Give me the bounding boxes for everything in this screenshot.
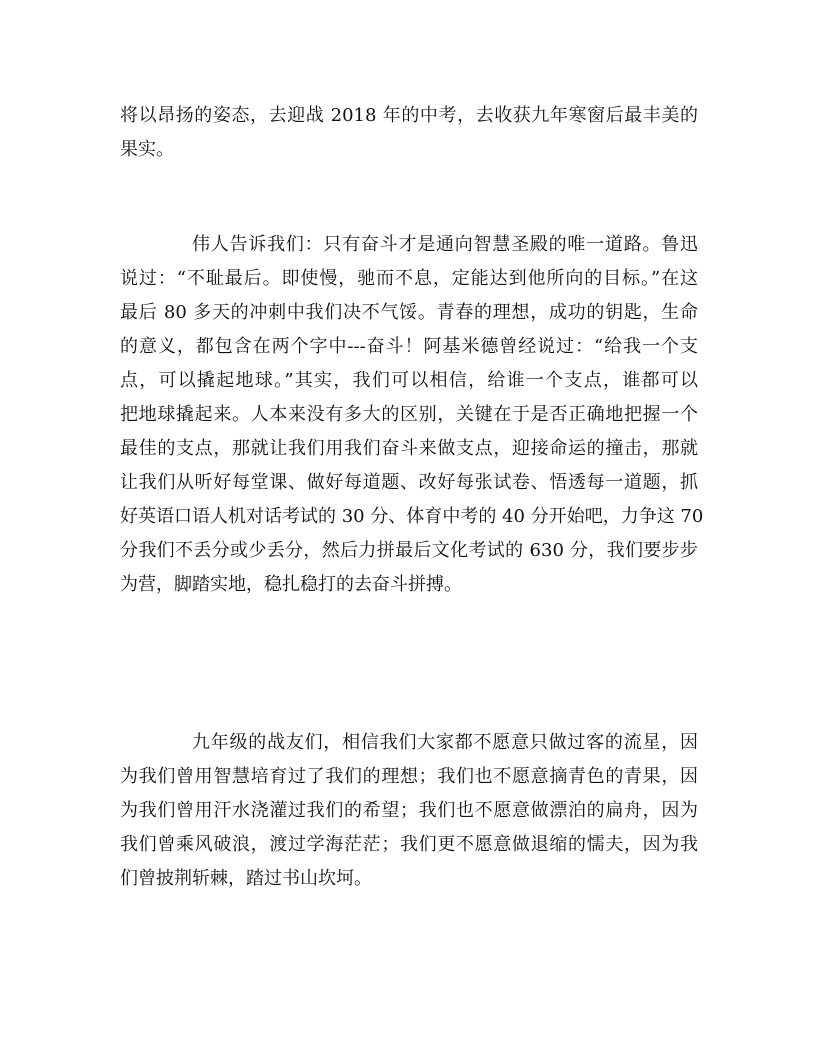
paragraph-2 [120, 228, 704, 602]
text-line: 让我们从听好每堂课、做好每道题、改好每张试卷、悟透每一道题，抓 [120, 472, 698, 493]
text-line: 分我们不丢分或少丢分，然后力拼最后文化考试的 630 分，我们要步步 [120, 540, 698, 561]
text-line: 我们曾乘风破浪，渡过学海茫茫；我们更不愿意做退缩的懦夫，因为我 [120, 834, 698, 855]
text-line: 九年级的战友们，相信我们大家都不愿意只做过客的流星，因 [192, 732, 698, 753]
paragraph-3 [120, 726, 698, 896]
text-line: 将以昂扬的姿态，去迎战 2018 年的中考，去收获九年寒窗后最丰美的 [120, 105, 698, 126]
text-line: 的意义，都包含在两个字中---奋斗！阿基米德曾经说过：“给我一个支 [120, 336, 698, 357]
text-line: 把地球撬起来。人本来没有多大的区别，关键在于是否正确地把握一个 [120, 404, 698, 425]
text-line: 为我们曾用智慧培育过了我们的理想；我们也不愿意摘青色的青果，因 [120, 766, 698, 787]
text-line: 好英语口语人机对话考试的 30 分、体育中考的 40 分开始吧，力争这 70 [120, 506, 704, 527]
text-line: 最后 80 多天的冲刺中我们决不气馁。青春的理想，成功的钥匙，生命 [120, 302, 698, 323]
paragraph-1 [120, 99, 698, 167]
text-line: 最佳的支点，那就让我们用我们奋斗来做支点，迎接命运的撞击，那就 [120, 438, 698, 459]
text-line: 说过：“不耻最后。即使慢，驰而不息，定能达到他所向的目标。”在这 [120, 268, 698, 289]
text-line: 果实。 [120, 139, 174, 160]
text-line: 为我们曾用汗水浇灌过我们的希望；我们也不愿意做漂泊的扁舟，因为 [120, 800, 698, 821]
text-line: 伟人告诉我们：只有奋斗才是通向智慧圣殿的唯一道路。鲁迅 [192, 234, 698, 255]
text-line: 们曾披荆斩棘，踏过书山坎坷。 [120, 868, 372, 889]
text-line: 点，可以撬起地球。”其实，我们可以相信，给谁一个支点，谁都可以 [120, 370, 698, 391]
text-line: 为营，脚踏实地，稳扎稳打的去奋斗拼搏。 [120, 574, 462, 595]
